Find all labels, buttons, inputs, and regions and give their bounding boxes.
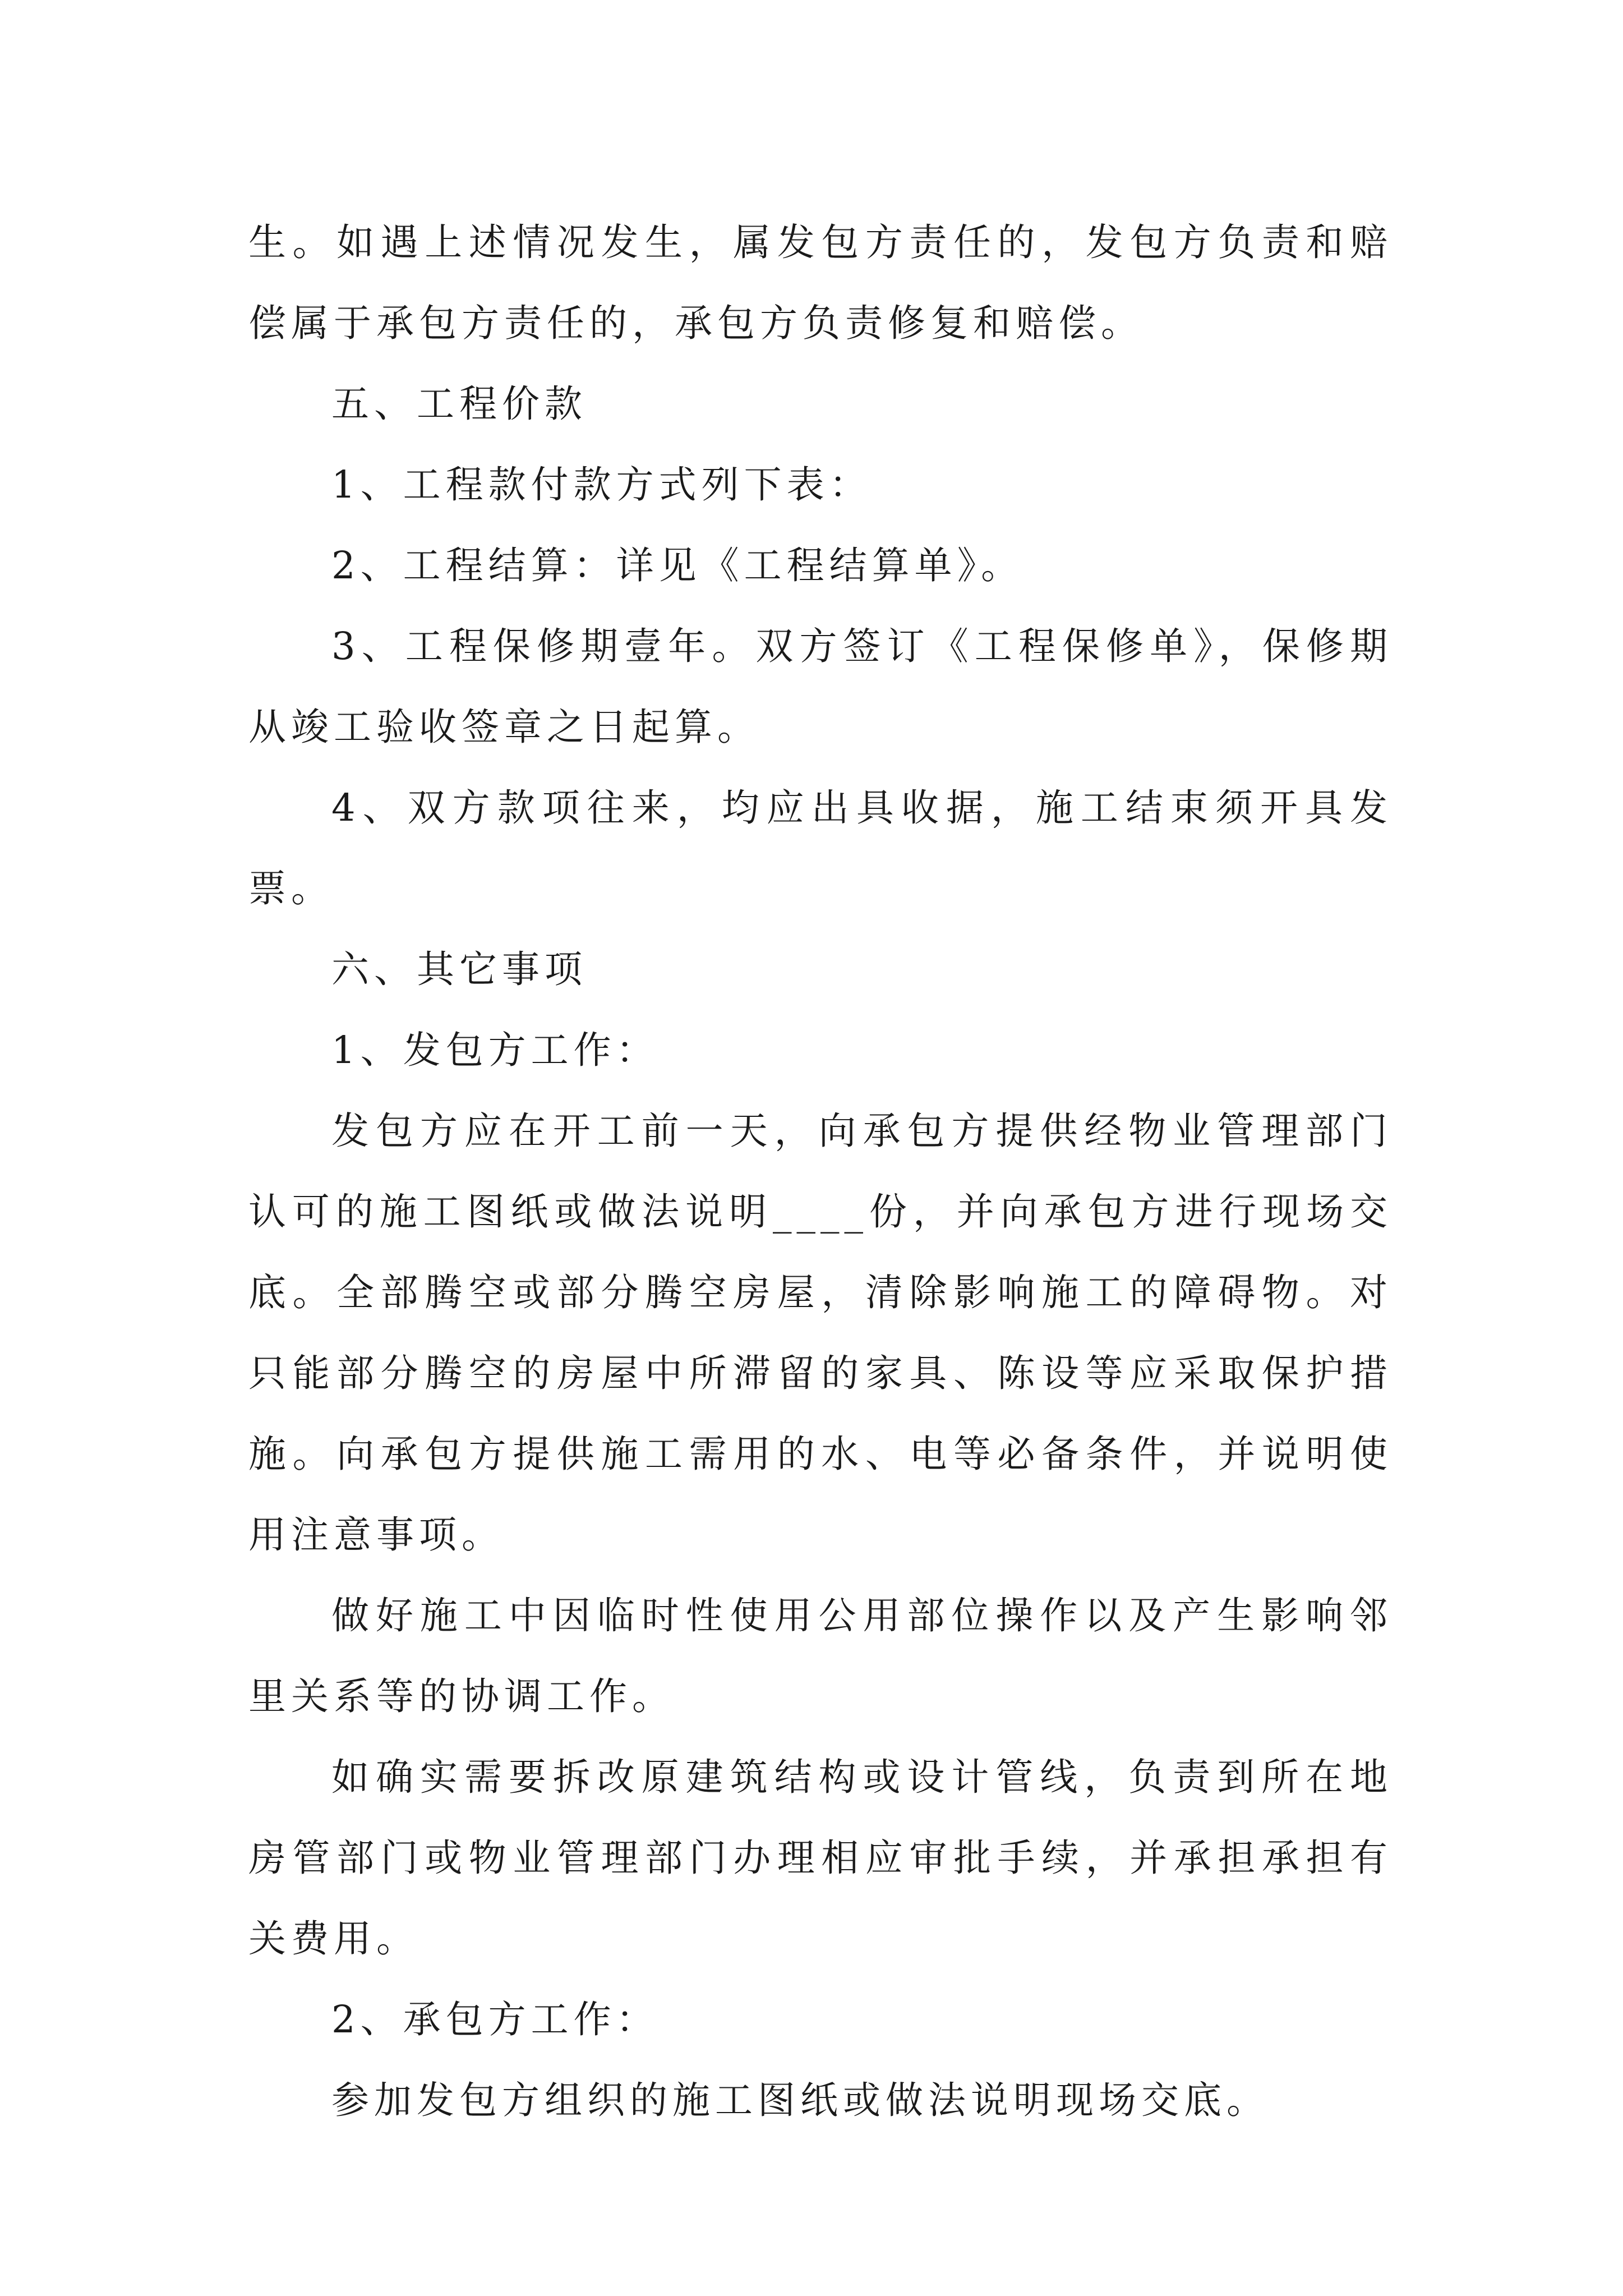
clause-6-2-body: 参加发包方组织的施工图纸或做法说明现场交底。 bbox=[331, 2078, 1269, 2122]
clause-5-3: 3、工程保修期壹年。双方签订《工程保修单》，保修期从竣工验收签章之日起算。 bbox=[248, 624, 1393, 749]
clause-6-1-body: 发包方应在开工前一天，向承包方提供经物业管理部门认可的施工图纸或做法说明____份，并向承包方进行现场交底。全部腾空或部分腾空房屋，清除影响施工的障碍物。对只能部分腾空的房屋中所滞留的家具、陈设等应采取保护措施。向承包方提供施工需用的水、电等必备条件，并说明使用注意事项。 bbox=[248, 1109, 1393, 1557]
clause-6-1-heading: 1、发包方工作： bbox=[331, 1028, 659, 1072]
section-heading-5: 五、工程价款 bbox=[331, 382, 587, 426]
clause-5-1: 1、工程款付款方式列下表： bbox=[331, 463, 872, 507]
paragraph-continuation: 生。如遇上述情况发生，属发包方责任的，发包方负责和赔偿属于承包方责任的，承包方负责修复和赔偿。 bbox=[248, 220, 1393, 345]
clause-6-1-approval: 如确实需要拆改原建筑结构或设计管线，负责到所在地房管部门或物业管理部门办理相应审批手续，并承担承担有关费用。 bbox=[248, 1755, 1393, 1961]
document-body bbox=[248, 202, 1393, 2141]
clause-5-4: 4、双方款项往来，均应出具收据，施工结束须开具发票。 bbox=[248, 786, 1393, 910]
clause-5-2: 2、工程结算：详见《工程结算单》。 bbox=[331, 544, 1024, 587]
clause-6-2-heading: 2、承包方工作： bbox=[331, 1998, 659, 2041]
clause-6-1-coordination: 做好施工中因临时性使用公用部位操作以及产生影响邻里关系等的协调工作。 bbox=[248, 1594, 1393, 1718]
section-heading-6: 六、其它事项 bbox=[331, 947, 587, 991]
